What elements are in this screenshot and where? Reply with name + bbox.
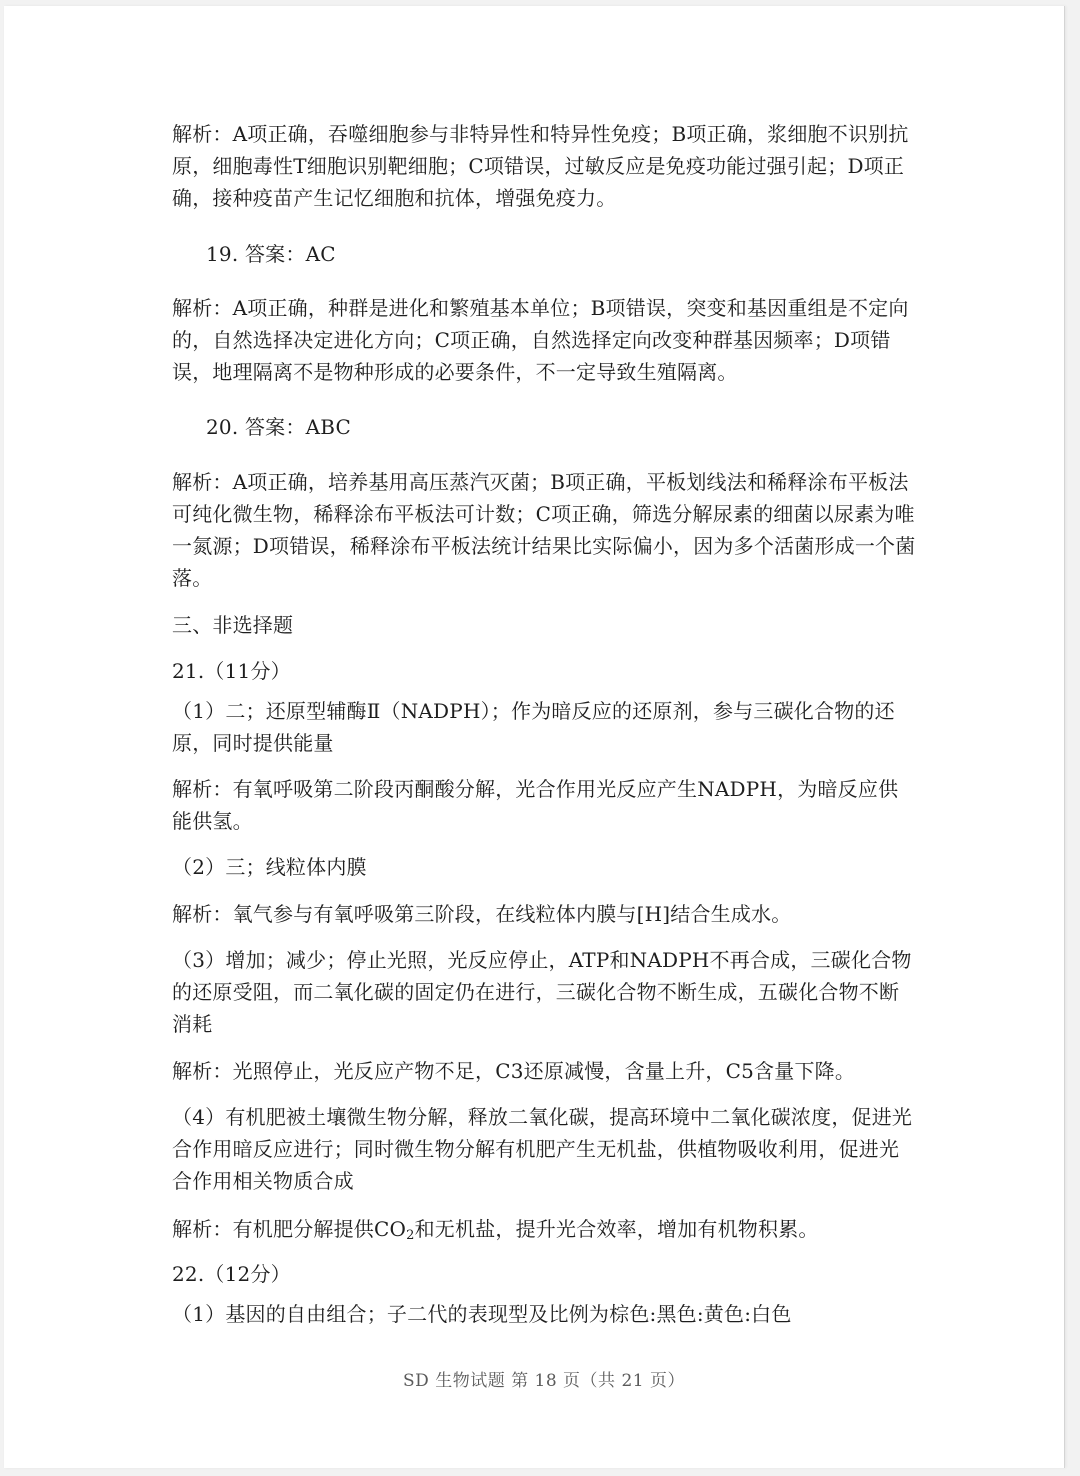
q21-part4-explanation	[172, 1213, 917, 1252]
question-21-header: 21.（11分）	[172, 659, 291, 683]
q21-part3-explanation: 解析：光照停止，光反应产物不足，C3还原减慢，含量上升，C5含量下降。	[172, 1059, 856, 1083]
co2-line-after: 和无机盐，提升光合效率，增加有机物积累。	[414, 1217, 819, 1241]
co2-subscript: 2	[406, 1228, 415, 1243]
q21-part3-answer: （3）增加；减少；停止光照，光反应停止，ATP和NADPH不再合成，三碳化合物的还原受阻，而二氧化碳的固定仍在进行，三碳化合物不断生成，五碳化合物不断消耗	[172, 948, 912, 1036]
answer-20: 20. 答案：ABC	[206, 415, 351, 439]
question-22-header: 22.（12分）	[172, 1262, 291, 1286]
q21-part1-answer: （1）二；还原型辅酶Ⅱ（NADPH）；作为暗反应的还原剂，参与三碳化合物的还原，同时提供能量	[172, 699, 895, 755]
page-footer: SD 生物试题 第 18 页（共 21 页）	[403, 1371, 685, 1391]
q21-part1-explanation: 解析：有氧呼吸第二阶段丙酮酸分解，光合作用光反应产生NADPH，为暗反应供能供氢。	[172, 777, 899, 833]
q22-part1-answer: （1）基因的自由组合；子二代的表现型及比例为棕色:黑色:黄色:白色	[172, 1302, 792, 1326]
answer-19: 19. 答案：AC	[206, 242, 336, 266]
q21-part2-answer: （2）三；线粒体内膜	[172, 855, 367, 879]
section-heading: 三、非选择题	[172, 613, 294, 637]
co2-line-before: 解析：有机肥分解提供CO	[172, 1217, 407, 1241]
explanation-20: 解析：A项正确，培养基用高压蒸汽灭菌；B项正确，平板划线法和稀释涂布平板法可纯化微生物，稀释涂布平板法可计数；C项正确，筛选分解尿素的细菌以尿素为唯一氮源；D项错误，稀释涂布平板法统计结果比实际偏小，因为多个活菌形成一个菌落。	[172, 470, 916, 590]
explanation-19: 解析：A项正确，种群是进化和繁殖基本单位；B项错误，突变和基因重组是不定向的，自然选择决定进化方向；C项正确，自然选择定向改变种群基因频率；D项错误，地理隔离不是物种形成的必要条件，不一定导致生殖隔离。	[172, 296, 909, 384]
document-page	[4, 6, 1065, 1468]
explanation-18: 解析：A项正确，吞噬细胞参与非特异性和特异性免疫；B项正确，浆细胞不识别抗原，细胞毒性T细胞识别靶细胞；C项错误，过敏反应是免疫功能过强引起；D项正确，接种疫苗产生记忆细胞和抗体，增强免疫力。	[172, 122, 909, 210]
q21-part2-explanation: 解析：氧气参与有氧呼吸第三阶段，在线粒体内膜与[H]结合生成水。	[172, 902, 792, 926]
q21-part4-answer: （4）有机肥被土壤微生物分解，释放二氧化碳，提高环境中二氧化碳浓度，促进光合作用暗反应进行；同时微生物分解有机肥产生无机盐，供植物吸收利用，促进光合作用相关物质合成	[172, 1105, 913, 1193]
